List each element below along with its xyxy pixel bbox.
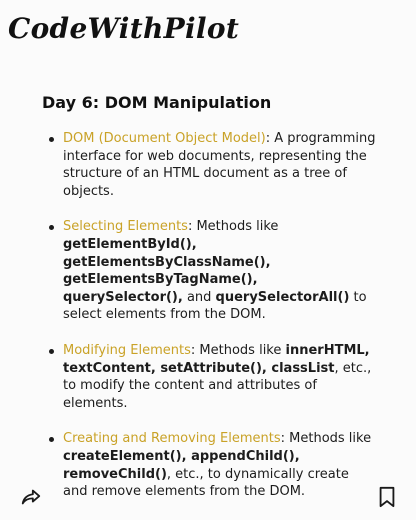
description-text: to select elements from the DOM. xyxy=(63,289,367,323)
term-label: DOM (Document Object Model) xyxy=(63,131,266,146)
description-text: and xyxy=(182,289,216,305)
page-title: Day 6: DOM Manipulation xyxy=(42,93,272,112)
method-names: getElementById(), getElementsByClassName(), getElementsByTagName(), querySelector(), xyxy=(63,236,271,305)
list-item-selecting xyxy=(46,218,376,324)
description-text: : Methods like xyxy=(190,342,286,358)
method-names: querySelectorAll() xyxy=(215,289,350,305)
topic-list xyxy=(46,130,376,519)
list-item-modifying xyxy=(46,342,376,412)
description-text: , etc., to dynamically create and remove elements from the DOM. xyxy=(63,466,349,500)
list-item-dom xyxy=(46,130,376,200)
term-label: Creating and Removing Elements xyxy=(63,431,281,447)
description-text: , etc., to modify the content and attributes of elements. xyxy=(63,360,372,411)
term-label: Selecting Elements xyxy=(63,219,188,235)
bottom-action-bar xyxy=(0,478,416,520)
brand-logo-text: CodeWithPilot xyxy=(8,12,240,45)
method-names: createElement(), appendChild(), removeChild() xyxy=(63,448,300,482)
bookmark-icon[interactable] xyxy=(378,486,396,508)
term-label: Modifying Elements xyxy=(63,342,191,358)
description-text: : Methods like xyxy=(187,219,279,235)
description-text: : Methods like xyxy=(280,431,372,447)
description-text: : A programming interface for web documents, representing the structure of an HTML document as a tree of objects. xyxy=(63,131,376,199)
share-icon[interactable] xyxy=(20,486,42,508)
method-names: innerHTML, textContent, setAttribute(), classList xyxy=(63,342,370,376)
